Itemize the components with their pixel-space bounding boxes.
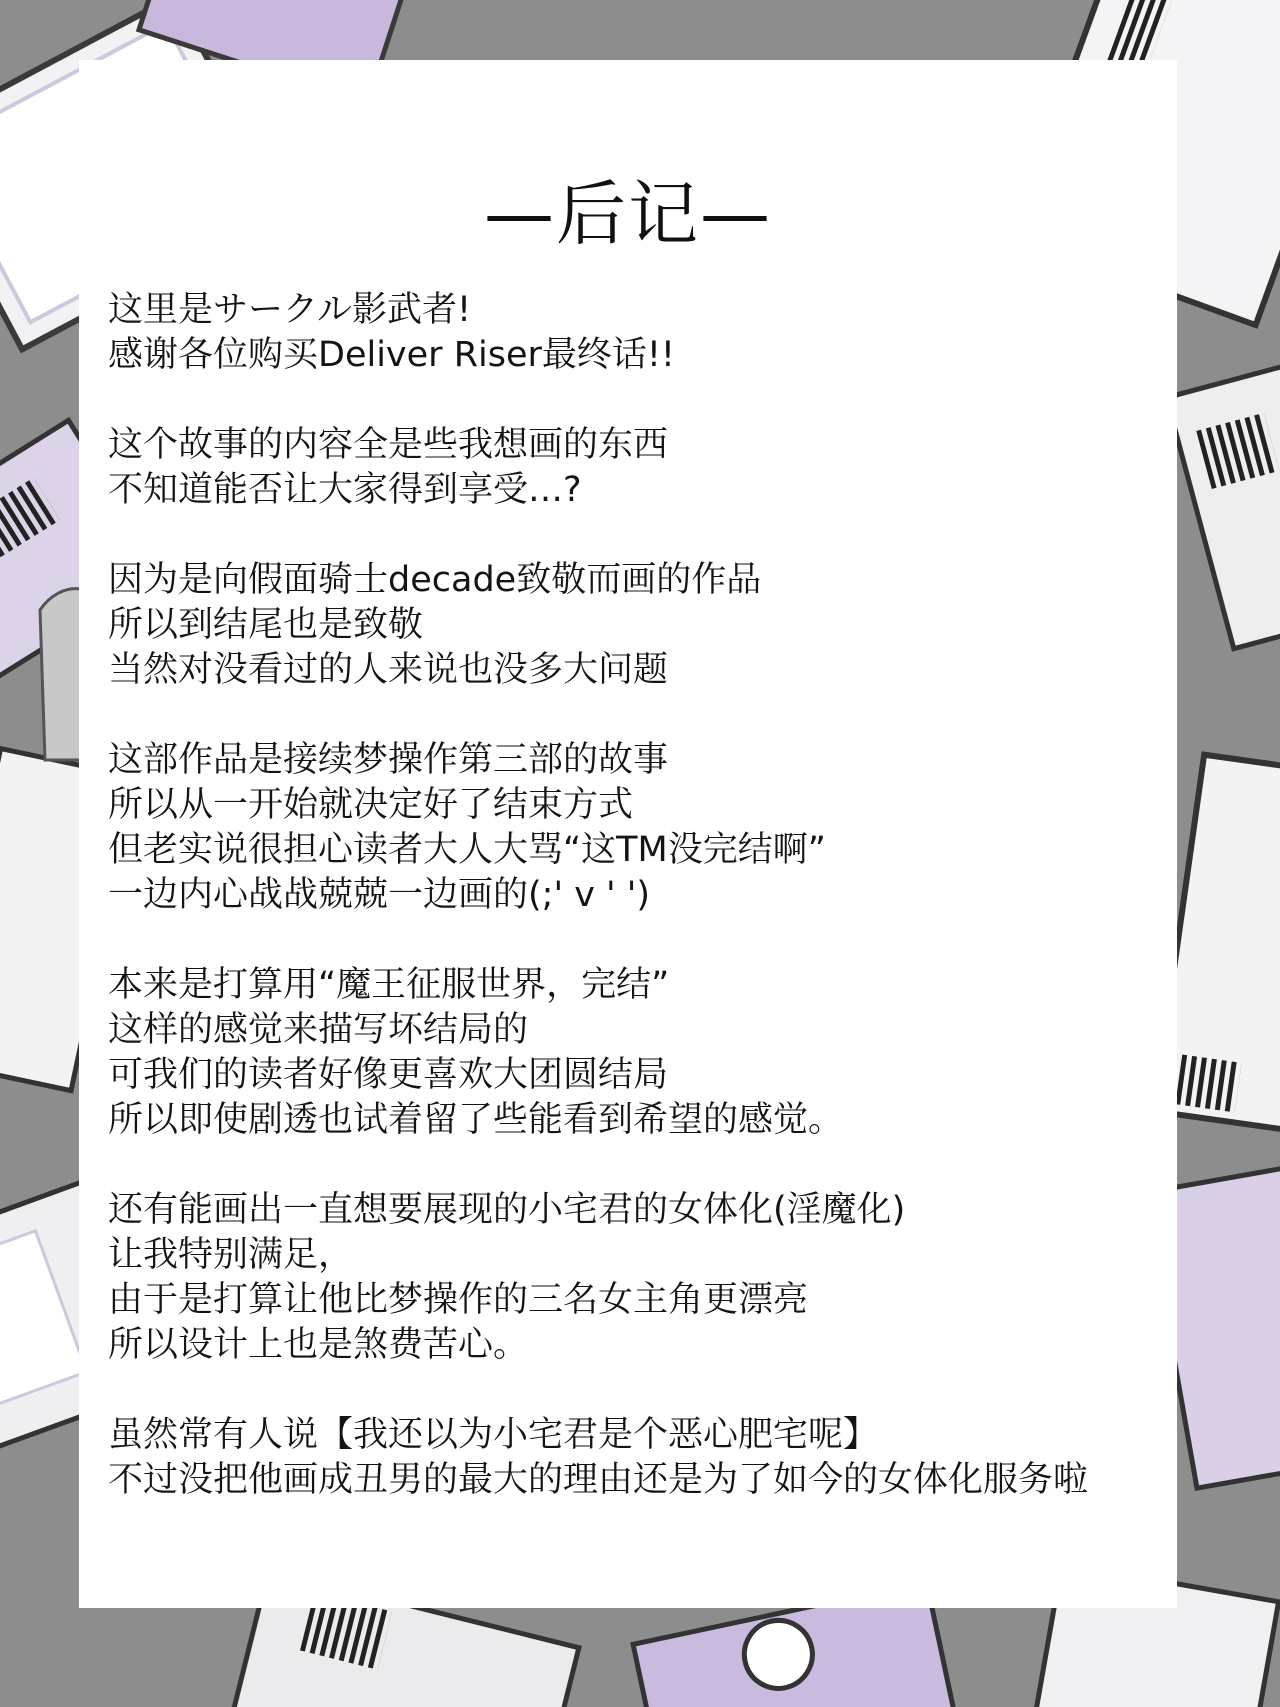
- paragraph: [108, 423, 1168, 513]
- text-line: 感谢各位购买Deliver Riser最终话!!: [108, 335, 675, 375]
- text-line: 所以设计上也是煞费苦心。: [108, 1325, 529, 1365]
- afterword-body: [108, 288, 1168, 1548]
- page-title: —后记—: [484, 173, 772, 255]
- text-line: 所以从一开始就决定好了结束方式: [108, 785, 634, 825]
- text-line: 这个故事的内容全是些我想画的东西: [108, 425, 669, 465]
- paragraph: [108, 738, 1168, 918]
- text-line: 所以到结尾也是致敬: [108, 605, 424, 645]
- paragraph: [108, 963, 1168, 1143]
- text-line: 这部作品是接续梦操作第三部的故事: [108, 740, 669, 780]
- paragraph: [108, 1188, 1168, 1368]
- text-line: 一边内心战战兢兢一边画的(;' v ' '): [108, 875, 651, 915]
- paragraph: [108, 1413, 1168, 1503]
- text-line: 虽然常有人说【我还以为小宅君是个恶心肥宅呢】: [108, 1415, 879, 1455]
- text-line: 让我特别满足，: [108, 1235, 354, 1275]
- paragraph: [108, 288, 1168, 378]
- text-line: 由于是打算让他比梦操作的三名女主角更漂亮: [108, 1280, 809, 1320]
- text-line: 但老实说很担心读者大人大骂“这TM没完结啊”: [108, 830, 826, 870]
- text-line: 所以即使剧透也试着留了些能看到希望的感觉。: [108, 1100, 844, 1140]
- text-line: 不知道能否让大家得到享受…?: [108, 470, 582, 510]
- text-line: 可我们的读者好像更喜欢大团圆结局: [108, 1055, 669, 1095]
- text-line: 这里是サークル影武者!: [108, 290, 471, 330]
- text-line: 本来是打算用“魔王征服世界，完结”: [108, 965, 670, 1005]
- text-line: 还有能画出一直想要展现的小宅君的女体化(淫魔化): [108, 1190, 906, 1230]
- text-panel: [79, 60, 1177, 1608]
- text-line: 当然对没看过的人来说也没多大问题: [108, 650, 669, 690]
- text-line: 因为是向假面骑士decade致敬而画的作品: [108, 560, 762, 600]
- text-line: 这样的感觉来描写坏结局的: [108, 1010, 529, 1050]
- paragraph: [108, 558, 1168, 693]
- text-line: 不过没把他画成丑男的最大的理由还是为了如今的女体化服务啦: [108, 1460, 1089, 1500]
